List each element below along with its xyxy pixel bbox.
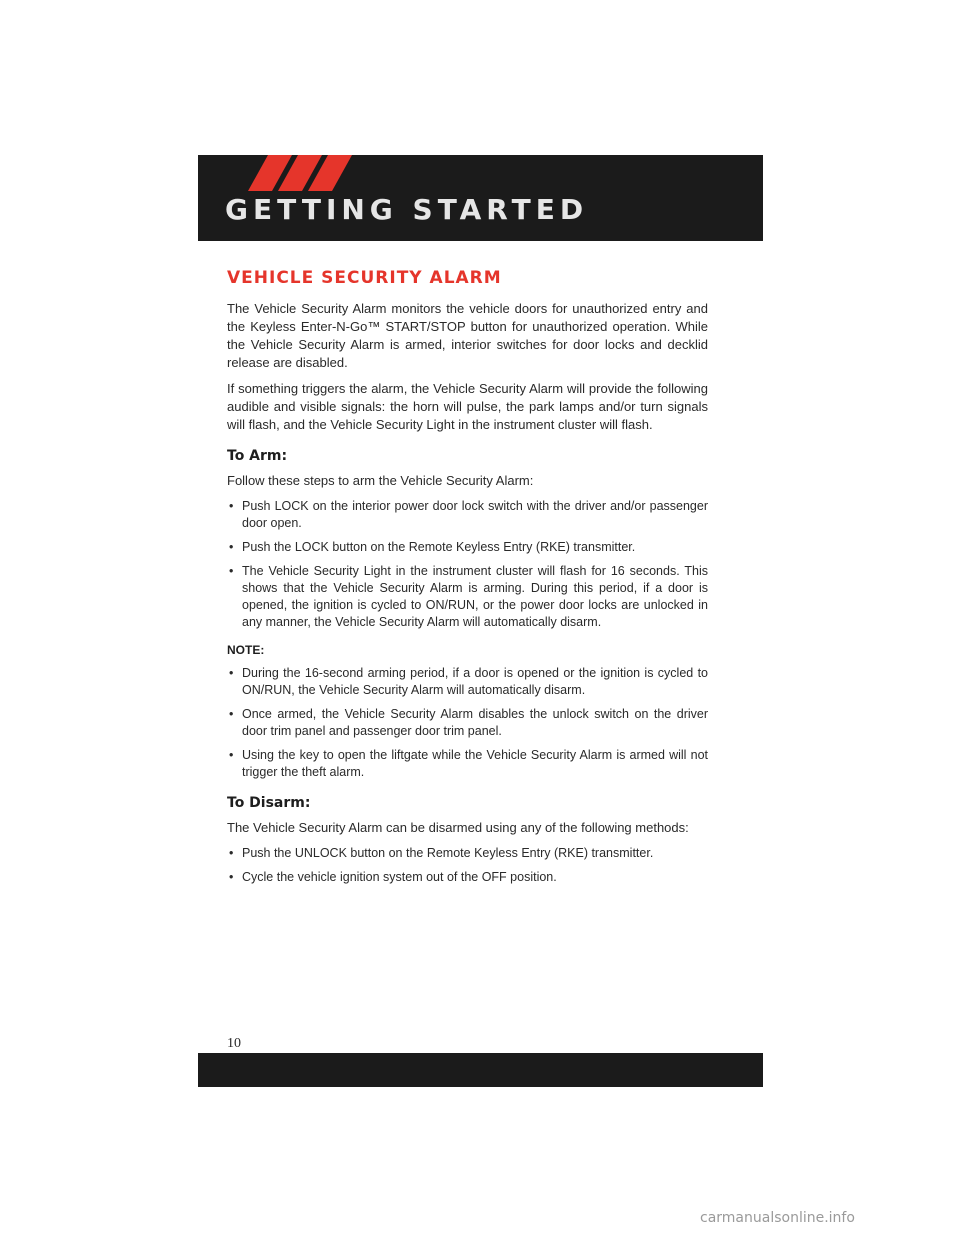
to-disarm-steps: [227, 845, 708, 886]
list-item: • During the 16-second arming period, if a door is opened or the ignition is cycled to ON/RUN, the Vehicle Security Alarm will automatically disarm.: [227, 665, 708, 699]
article: [227, 268, 708, 893]
to-arm-heading: To Arm:: [227, 448, 288, 464]
to-disarm-lead: The Vehicle Security Alarm can be disarmed using any of the following methods:: [227, 820, 689, 835]
to-arm-steps: [227, 498, 708, 631]
intro-paragraph: The Vehicle Security Alarm monitors the vehicle doors for unauthorized entry and the Keyless Enter-N-Go™ START/STOP button for unauthorized operation. While the Vehicle Security Alarm is armed, interior switches for door locks and decklid release are disabled.: [227, 301, 708, 370]
watermark: carmanualsonline.info: [700, 1210, 855, 1226]
to-arm-lead: Follow these steps to arm the Vehicle Security Alarm:: [227, 473, 534, 488]
list-item: • Push LOCK on the interior power door lock switch with the driver and/or passenger door open.: [227, 498, 708, 532]
list-item: • Push the LOCK button on the Remote Keyless Entry (RKE) transmitter.: [227, 539, 708, 556]
section-header-band: [198, 155, 763, 241]
footer-band: [198, 1053, 763, 1087]
intro-paragraph: If something triggers the alarm, the Vehicle Security Alarm will provide the following audible and visible signals: the horn will pulse, the park lamps and/or turn signals will flash, and the Vehicle Security Light in the instrument cluster will flash.: [227, 381, 708, 432]
list-item: • Push the UNLOCK button on the Remote Keyless Entry (RKE) transmitter.: [227, 845, 708, 862]
list-item: • Once armed, the Vehicle Security Alarm disables the unlock switch on the driver door trim panel and passenger door trim panel.: [227, 706, 708, 740]
note-list: [227, 665, 708, 781]
list-item: • Cycle the vehicle ignition system out of the OFF position.: [227, 869, 708, 886]
list-item: • The Vehicle Security Light in the instrument cluster will flash for 16 seconds. This shows that the Vehicle Security Alarm is arming. During this period, if a door is opened, the ignition is cycled to ON/RUN, or the power door locks are unlocked in any manner, the Vehicle Security Alarm will automatically disarm.: [227, 563, 708, 631]
list-item: • Using the key to open the liftgate while the Vehicle Security Alarm is armed will not trigger the theft alarm.: [227, 747, 708, 781]
article-title: VEHICLE SECURITY ALARM: [227, 268, 502, 288]
page-number: 10: [227, 1036, 241, 1051]
section-title: GETTING STARTED: [225, 193, 589, 226]
note-label: NOTE:: [227, 643, 265, 657]
to-disarm-heading: To Disarm:: [227, 795, 311, 811]
